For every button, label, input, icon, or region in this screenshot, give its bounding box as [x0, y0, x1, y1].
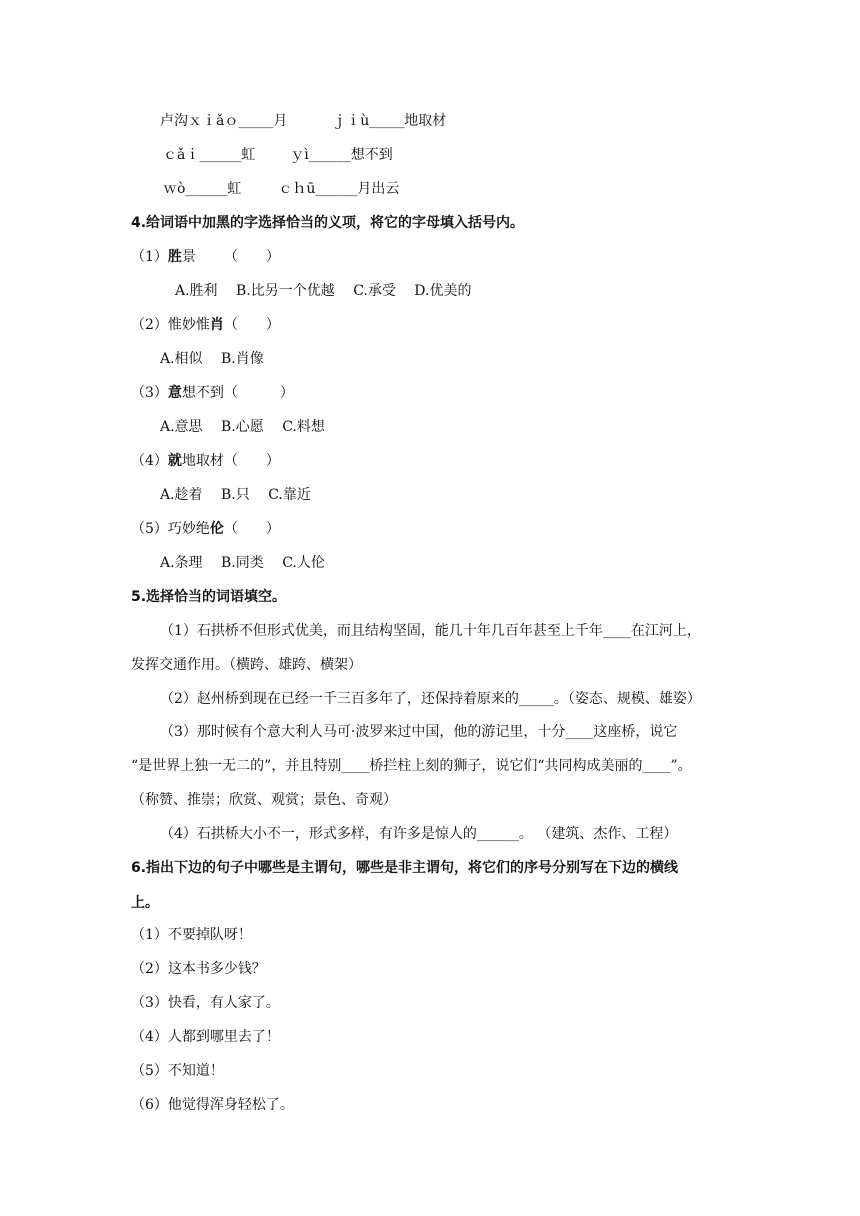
q4-item-1 [131, 247, 280, 267]
bold-char: 就 [167, 453, 182, 469]
q5-sentence-1b: 发挥交通作用。（横跨、雄跨、横架） [131, 657, 362, 673]
pinyin-item: ｃｈū______月出云 [278, 181, 400, 197]
item-number: （4） [131, 453, 168, 469]
question-5-title: 5.选择恰当的词语填空。 [131, 589, 287, 605]
q4-item-3 [131, 383, 294, 403]
q5-sentence-3c: （称赞、推崇；欣赏、观赏；景色、奇观） [131, 792, 397, 808]
q6-item-1: （1）不要掉队呀！ [131, 927, 252, 943]
q6-item-2: （2）这本书多少钱？ [131, 961, 266, 977]
question-6-title-b: 上。 [131, 895, 159, 911]
q4-item-2 [131, 315, 280, 335]
pinyin-row-2 [163, 145, 393, 165]
pinyin-item: 卢沟ｘｉǎｏ_____月 [160, 113, 288, 129]
answer-paren: （ ） [223, 521, 280, 537]
bold-char: 肖 [209, 317, 224, 333]
item-text: 景 [181, 249, 196, 265]
pinyin-item: ｃǎｉ______虹 [163, 147, 256, 163]
q6-item-5: （5）不知道！ [131, 1063, 224, 1079]
item-number: （3） [131, 385, 168, 401]
bold-char: 意 [167, 385, 182, 401]
pinyin-item: ｙì______想不到 [290, 147, 393, 163]
pinyin-row-3 [163, 179, 399, 199]
answer-paren: （ ） [223, 317, 280, 333]
q4-item-4 [131, 451, 280, 471]
q4-options-1: A.胜利 B.比另一个优越 C.承受 D.优美的 [175, 283, 472, 299]
pinyin-item: ｊｉù_____地取材 [332, 113, 447, 129]
pinyin-row-1 [160, 111, 446, 131]
q6-item-6: （6）他觉得浑身轻松了。 [131, 1097, 294, 1113]
q4-options-2: A.相似 B.肖像 [160, 351, 264, 367]
question-4-title: 4.给词语中加黑的字选择恰当的义项，将它的字母填入括号内。 [131, 215, 525, 231]
item-number: （1） [131, 249, 168, 265]
item-number: （2） [131, 317, 168, 333]
bold-char: 伦 [209, 521, 224, 537]
q6-item-4: （4）人都到哪里去了！ [131, 1029, 280, 1045]
q5-sentence-3a: （3）那时候有个意大利人马可·波罗来过中国，他的游记里，十分____这座桥，说它 [160, 724, 678, 740]
pinyin-item: ｗò______虹 [163, 181, 242, 197]
q5-sentence-3b: “是世界上独一无二的”，并且特别____桥拦柱上刻的狮子，说它们“共同构成美丽的____”。 [131, 758, 692, 774]
q4-options-3: A.意思 B.心愿 C.料想 [160, 419, 325, 435]
question-6-title-a: 6.指出下边的句子中哪些是主谓句，哪些是非主谓句，将它们的序号分别写在下边的横线 [131, 860, 679, 876]
q5-sentence-1a: （1）石拱桥不但形式优美，而且结构坚固，能几十年几百年甚至上千年____在江河上， [160, 623, 701, 639]
q6-item-3: （3）快看，有人家了。 [131, 995, 280, 1011]
q4-options-4: A.趁着 B.只 C.靠近 [160, 487, 311, 503]
q4-options-5: A.条理 B.同类 C.人伦 [160, 555, 325, 571]
q5-sentence-4: （4）石拱桥大小不一，形式多样，有许多是惊人的______。 （建筑、杰作、工程） [160, 826, 678, 842]
item-text: 巧妙绝 [167, 521, 210, 537]
item-text: 惟妙惟 [167, 317, 210, 333]
item-number: （5） [131, 521, 168, 537]
q4-item-5 [131, 519, 280, 539]
answer-paren: （ ） [223, 249, 280, 265]
item-text: 地取材（ ） [181, 453, 280, 469]
item-text: 想不到（ ） [181, 385, 294, 401]
q5-sentence-2: （2）赵州桥到现在已经一千三百多年了，还保持着原来的_____。（姿态、规模、雄姿） [160, 691, 701, 707]
bold-char: 胜 [167, 249, 182, 265]
